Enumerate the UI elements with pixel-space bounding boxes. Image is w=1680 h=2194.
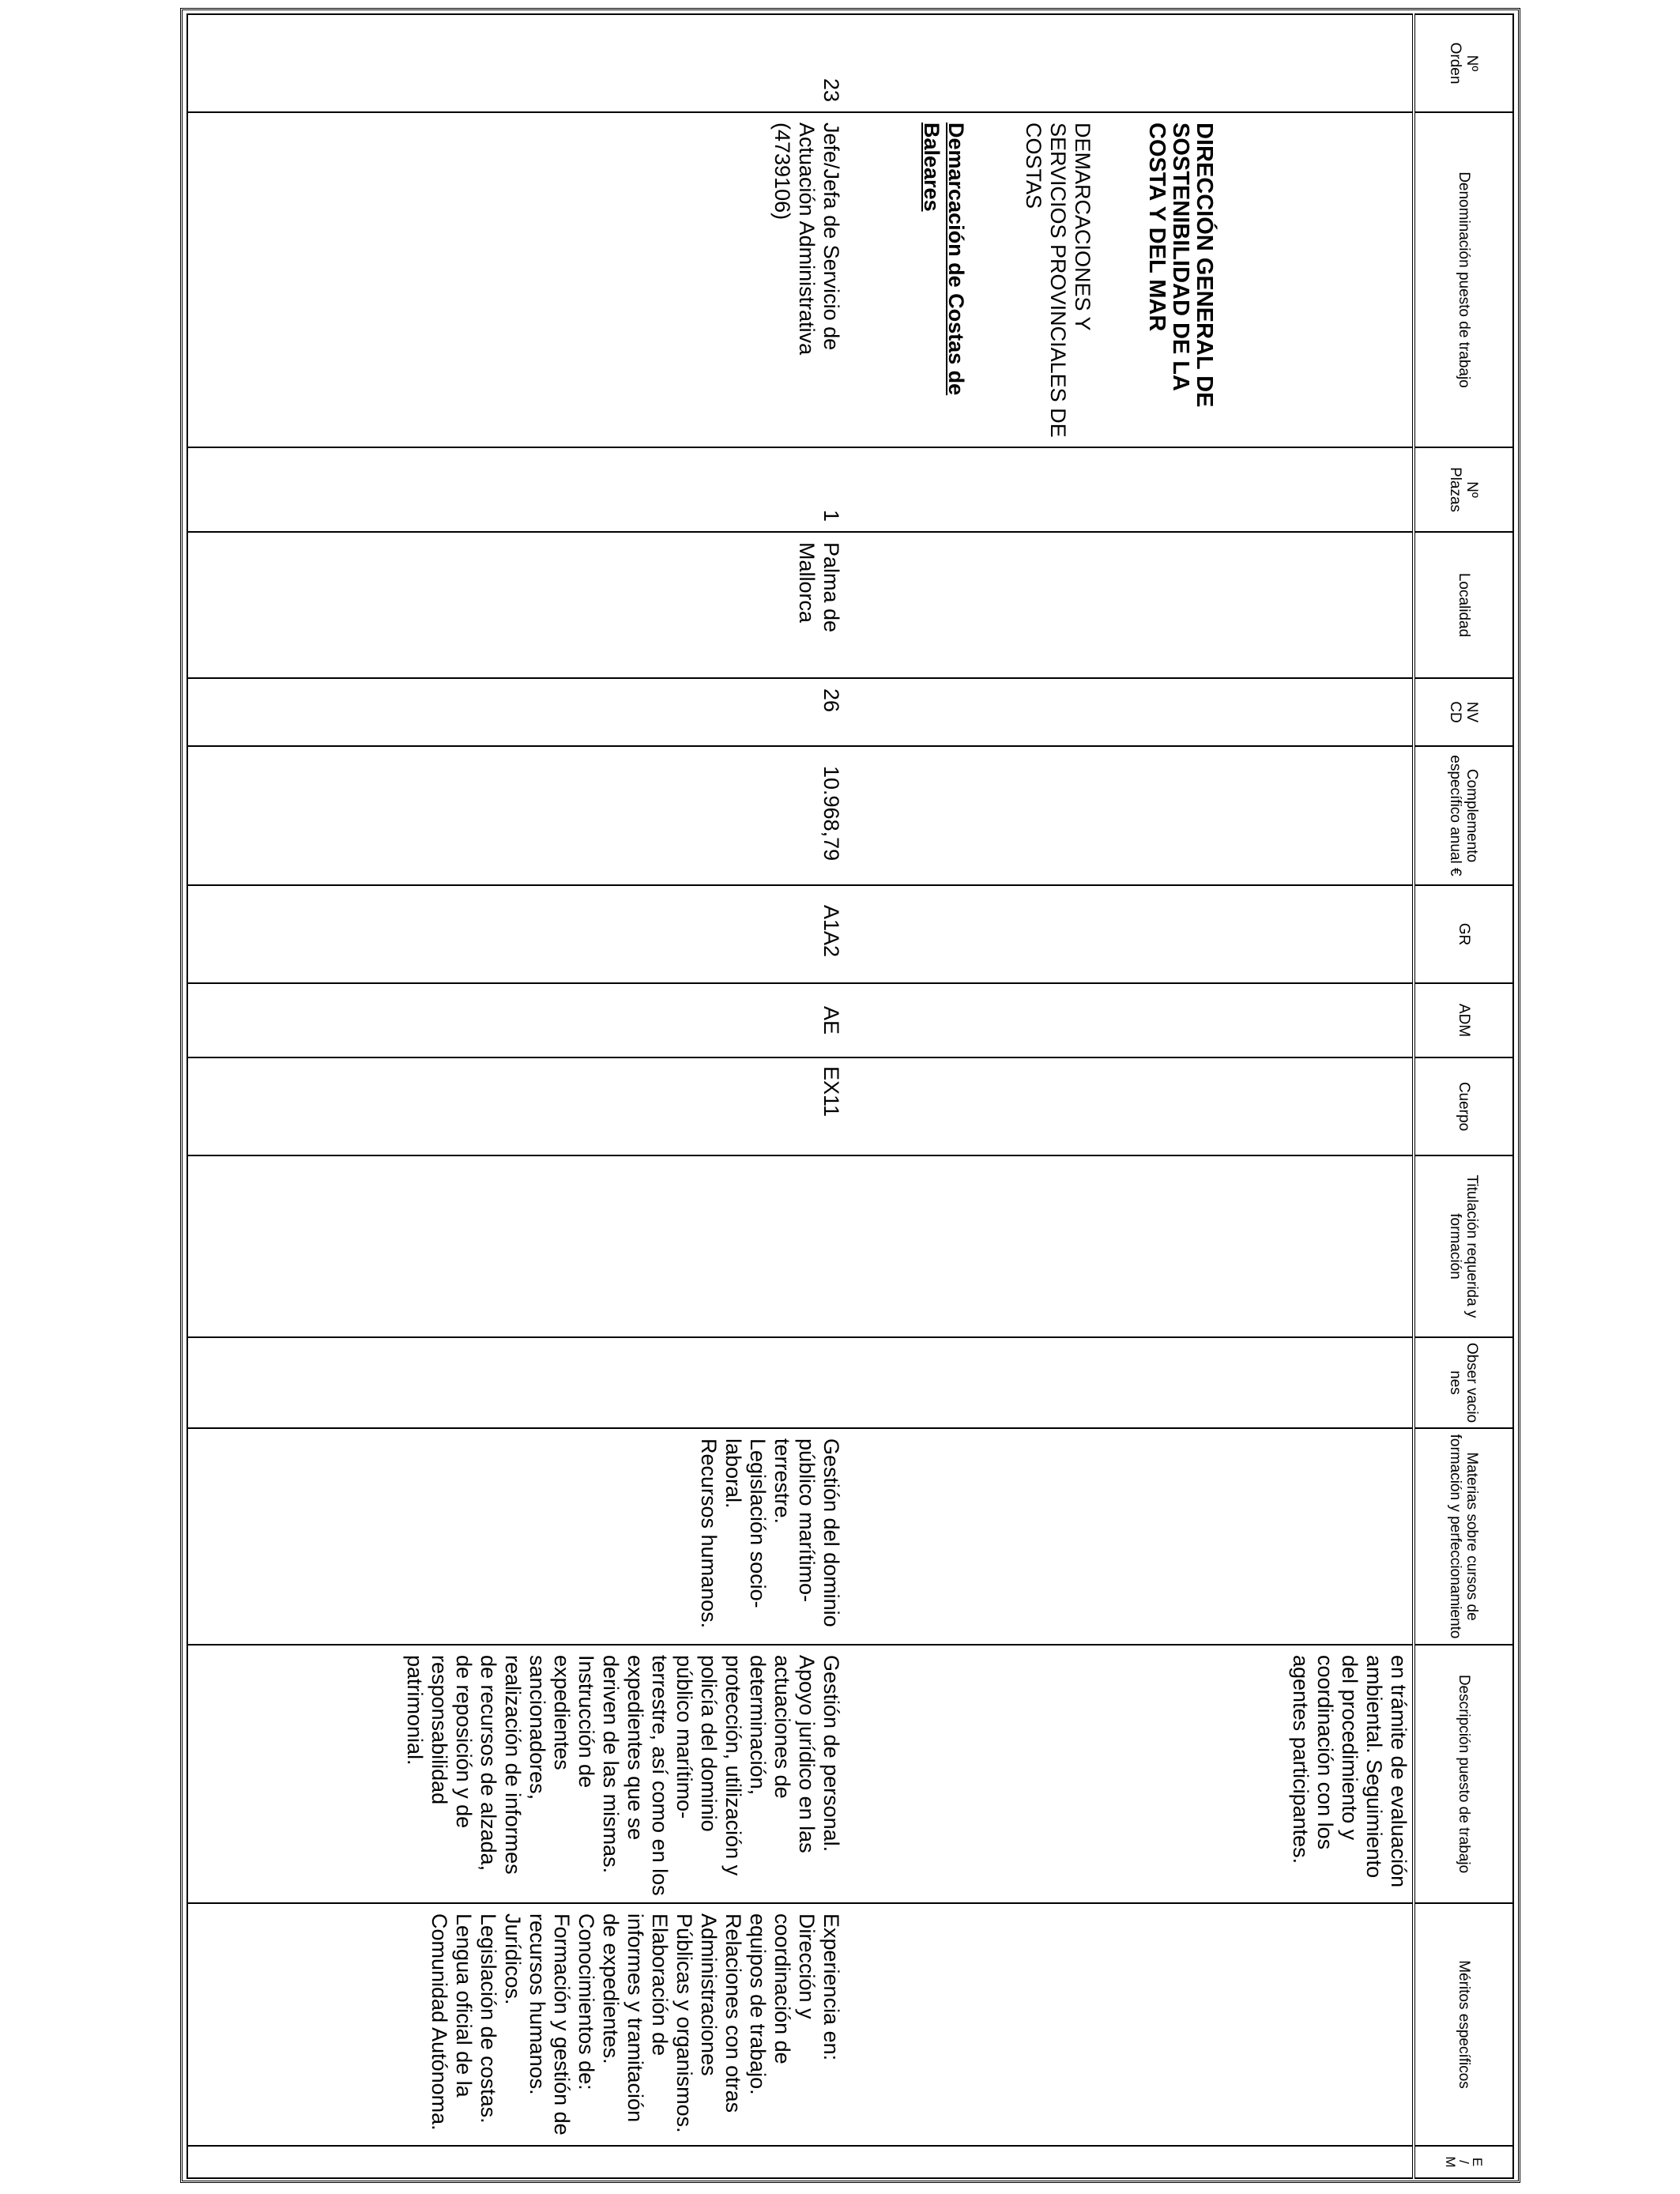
header-nivel: NV CD	[1414, 678, 1513, 746]
localidad-value: Palma de Mallorca	[795, 542, 843, 633]
cell-nivel	[187, 678, 1414, 746]
materia-item: Gestión del dominio público marítimo-terrestre.	[770, 1438, 843, 1627]
section-demarcacion-baleares: Demarcación de Costas de Baleares	[920, 123, 968, 396]
header-localidad: Localidad	[1414, 532, 1513, 678]
cell-titulacion	[187, 1155, 1414, 1337]
body-row	[187, 14, 1414, 2178]
merito-item: Formación y gestión de recursos humanos.	[525, 1913, 574, 2136]
header-descripcion: Descripción puesto de trabajo	[1414, 1645, 1513, 1903]
descripcion-list	[402, 1655, 843, 1900]
header-grupo: GR	[1414, 885, 1513, 983]
materia-item: Legislación socio-laboral.	[721, 1438, 770, 1608]
nivel-value: 26	[819, 688, 843, 713]
rotated-table-container	[186, 13, 1514, 2177]
merito-item: Elaboración de informes y tramitación de expedientes.	[599, 1913, 672, 2123]
descripcion-item: Instrucción de expedientes sancionadores, realización de informes de recursos de alzada, de reposición y de responsabilidad patrimonial.	[403, 1655, 598, 1875]
merito-item: Legislación de costas.	[477, 1913, 500, 2124]
merito-item: Conocimientos de:	[574, 1913, 598, 2090]
section-demarcaciones: DEMARCACIONES Y SERVICIOS PROVINCIALES DE COSTAS	[1022, 123, 1094, 438]
section-direccion: DIRECCIÓN GENERAL DE SOSTENIBILIDAD DE LA COSTA Y DEL MAR	[1144, 123, 1217, 408]
cell-materias	[187, 1428, 1414, 1645]
header-plazas: Nº Plazas	[1414, 447, 1513, 532]
rpt-table	[186, 13, 1514, 2179]
continued-description: en trámite de evaluación ambiental. Seguimiento del procedimiento y coordinación con los agentes participantes.	[1289, 1655, 1411, 1888]
cell-denominacion	[187, 112, 1414, 447]
header-meritos: Méritos específicos	[1414, 1903, 1513, 2146]
header-complemento: Complemento específico anual €	[1414, 746, 1513, 885]
cell-cuerpo	[187, 1057, 1414, 1155]
cell-meritos	[187, 1903, 1414, 2146]
cell-plazas	[187, 447, 1414, 532]
merito-item: Jurídicos.	[501, 1913, 525, 2005]
merito-item: Lengua oficial de la Comunidad Autónoma.	[428, 1913, 476, 2131]
materia-item: Recursos humanos.	[697, 1438, 721, 1629]
cell-localidad	[187, 532, 1414, 678]
header-em: E / M	[1414, 2146, 1513, 2178]
merito-item: Dirección y coordinación de equipos de trabajo.	[746, 1913, 819, 2095]
cell-adm	[187, 983, 1414, 1057]
cell-descripcion	[187, 1645, 1414, 1903]
header-denominacion: Denominación puesto de trabajo	[1414, 112, 1513, 447]
header-materias: Materias sobre cursos de formación y perfeccionamiento	[1414, 1428, 1513, 1645]
header-row	[1414, 14, 1513, 2178]
plazas-value: 1	[819, 509, 843, 522]
header-adm: ADM	[1414, 983, 1513, 1057]
header-orden: Nº Orden	[1414, 14, 1513, 112]
materias-list	[696, 1438, 843, 1640]
row-denominacion: Jefe/Jefa de Servicio de Actuación Administrativa (4739106)	[770, 123, 843, 356]
cell-observaciones	[187, 1337, 1414, 1428]
header-observaciones: Obser vacio nes	[1414, 1337, 1513, 1428]
descripcion-item: Gestión de personal.	[819, 1655, 843, 1853]
cell-grupo	[187, 885, 1414, 983]
cell-complemento	[187, 746, 1414, 885]
grupo-value: A1A2	[819, 905, 843, 958]
cell-orden	[187, 14, 1414, 112]
adm-value: AE	[819, 1006, 843, 1035]
orden-value: 23	[819, 77, 843, 102]
header-titulacion: Titulación requerida y formación	[1414, 1155, 1513, 1337]
merito-item: Relaciones con otras Administraciones Públicas y organismos.	[672, 1913, 745, 2133]
merito-item: Experiencia en:	[819, 1913, 843, 2061]
cell-em	[187, 2146, 1414, 2178]
descripcion-item: Apoyo jurídico en las actuaciones de determinación, protección, utilización y policía del dominio público marítimo-terrestre, así como en los expedientes que se deriven de las mismas.	[599, 1655, 819, 1896]
meritos-list	[427, 1913, 843, 2143]
complemento-value: 10.968,79	[819, 766, 843, 861]
header-cuerpo: Cuerpo	[1414, 1057, 1513, 1155]
cuerpo-value: EX11	[819, 1066, 843, 1118]
